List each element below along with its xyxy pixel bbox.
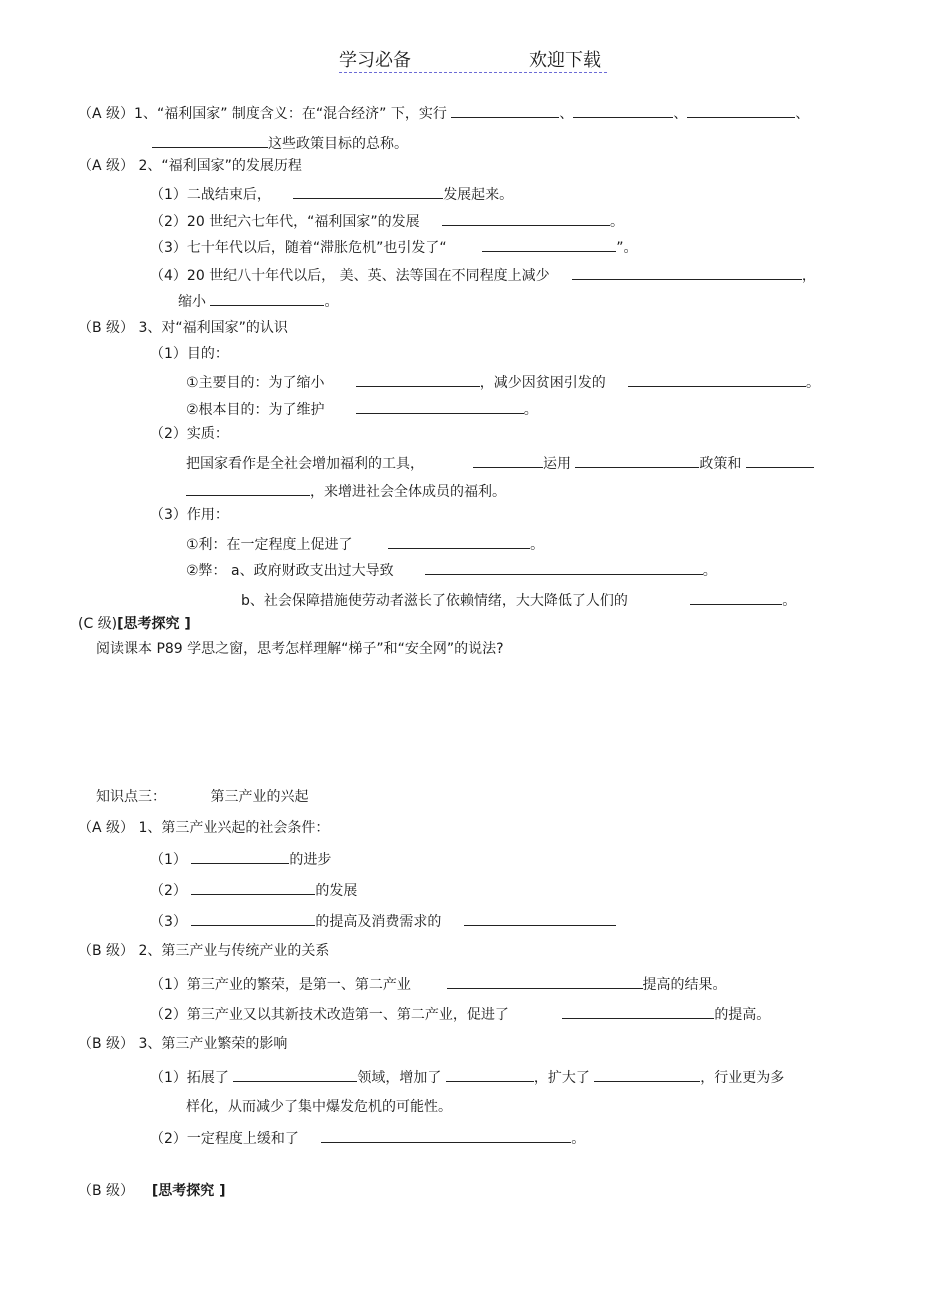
item-text: 。 bbox=[805, 375, 820, 391]
blank bbox=[191, 849, 289, 864]
level-tag: （A 级） bbox=[78, 158, 135, 174]
q3-sub3-c bbox=[241, 590, 796, 608]
k1-item2 bbox=[150, 880, 357, 898]
item-text: （1）拓展了 bbox=[150, 1070, 229, 1086]
k2-title: 2、第三产业与传统产业的关系 bbox=[138, 943, 330, 959]
q2-item1 bbox=[150, 184, 513, 202]
item-text: ”。 bbox=[616, 240, 638, 256]
item-text: （2） bbox=[150, 883, 187, 899]
blank bbox=[442, 211, 610, 226]
level-tag: (C 级) bbox=[78, 616, 118, 632]
blank bbox=[690, 590, 782, 605]
blank bbox=[321, 1128, 571, 1143]
q2-heading bbox=[78, 157, 302, 175]
item-text: 。 bbox=[782, 593, 797, 609]
think2-heading bbox=[78, 1182, 226, 1200]
q3-heading bbox=[78, 319, 288, 337]
item-text: 。 bbox=[324, 294, 339, 310]
q3-sub3-a bbox=[186, 534, 544, 552]
level-tag: （A 级） bbox=[78, 106, 135, 122]
q3-sub3-b bbox=[186, 560, 717, 578]
header-left: 学习必备 bbox=[339, 50, 411, 71]
q1-text: 1、“福利国家” 制度含义：在“混合经济” 下，实行 bbox=[134, 106, 447, 122]
blank bbox=[562, 1004, 714, 1019]
blank bbox=[482, 237, 616, 252]
think1-text: 阅读课本 P89 学思之窗，思考怎样理解“梯子”和“安全网”的说法? bbox=[96, 641, 504, 657]
level-tag: （B 级） bbox=[78, 1183, 135, 1199]
q2-item3 bbox=[150, 237, 638, 255]
blank bbox=[186, 481, 310, 496]
q3-sub2: （2）实质： bbox=[150, 426, 229, 442]
header-right: 欢迎下载 bbox=[529, 50, 601, 71]
q3-sub1-b bbox=[186, 399, 538, 417]
item-text: （3） bbox=[150, 914, 187, 930]
blank bbox=[687, 103, 795, 118]
separator: 、 bbox=[673, 106, 688, 122]
item-text: 运用 bbox=[542, 456, 571, 472]
item-text: 政策和 bbox=[699, 456, 742, 472]
blank bbox=[210, 291, 324, 306]
item-text: b、社会保障措施使劳动者滋长了依赖情绪，大大降低了人们的 bbox=[241, 593, 628, 609]
blank bbox=[293, 184, 443, 199]
k3-title: 3、第三产业繁荣的影响 bbox=[138, 1036, 288, 1052]
item-text: 提高的结果。 bbox=[642, 977, 727, 993]
blank bbox=[191, 880, 315, 895]
item-text: ②根本目的：为了维护 bbox=[186, 402, 325, 418]
item-text: 的发展 bbox=[315, 883, 358, 899]
item-text: 。 bbox=[530, 537, 545, 553]
q3-title: 3、对“福利国家”的认识 bbox=[138, 320, 288, 336]
item-text: 发展起来。 bbox=[443, 187, 514, 203]
item-text: 的进步 bbox=[289, 852, 332, 868]
k2-item2 bbox=[150, 1004, 770, 1022]
level-tag: （B 级） bbox=[78, 1036, 135, 1052]
blank bbox=[356, 372, 480, 387]
item-text: 的提高。 bbox=[714, 1007, 771, 1023]
item-text: （1） bbox=[150, 852, 187, 868]
item-text: （4）20 世纪八十年代以后， 美、英、法等国在不同程度上减少 bbox=[150, 268, 550, 284]
k3-item1 bbox=[150, 1067, 784, 1085]
blank bbox=[447, 974, 643, 989]
think1-heading bbox=[78, 615, 191, 633]
think1-title: [思考探究 ] bbox=[117, 616, 191, 632]
kp3-heading bbox=[96, 788, 309, 806]
item-text: （3）七十年代以后，随着“滞胀危机”也引发了“ bbox=[150, 240, 447, 256]
item-text: 领域，增加了 bbox=[357, 1070, 442, 1086]
kp3-label: 知识点三： bbox=[96, 789, 166, 805]
item-text: 。 bbox=[571, 1131, 586, 1147]
q3-sub1-a bbox=[186, 372, 820, 390]
k3-item1-cont: 样化，从而减少了集中爆发危机的可能性。 bbox=[186, 1099, 452, 1115]
item-text: ， bbox=[801, 268, 816, 284]
q1-text-end: 这些政策目标的总称。 bbox=[268, 136, 408, 152]
page-header bbox=[339, 44, 607, 73]
q1-line1 bbox=[78, 103, 809, 121]
blank bbox=[356, 399, 524, 414]
blank bbox=[191, 911, 315, 926]
item-text: ，扩大了 bbox=[533, 1070, 590, 1086]
blank bbox=[464, 911, 616, 926]
blank bbox=[152, 133, 268, 148]
item-text: （2）一定程度上缓和了 bbox=[150, 1131, 299, 1147]
item-text: （1）二战结束后， bbox=[150, 187, 271, 203]
k1-title: 1、第三产业兴起的社会条件： bbox=[138, 820, 330, 836]
q3-sub1: （1）目的： bbox=[150, 346, 229, 362]
blank bbox=[425, 560, 703, 575]
item-text: ②弊： a、政府财政支出过大导致 bbox=[186, 563, 394, 579]
blank bbox=[594, 1067, 700, 1082]
blank bbox=[446, 1067, 534, 1082]
item-text: （2）20 世纪六七年代，“福利国家”的发展 bbox=[150, 214, 420, 230]
k3-heading bbox=[78, 1035, 287, 1053]
separator: 、 bbox=[795, 106, 810, 122]
item-text: ，来增进社会全体成员的福利。 bbox=[310, 484, 506, 500]
blank bbox=[572, 265, 802, 280]
level-tag: （B 级） bbox=[78, 320, 135, 336]
q2-item4 bbox=[150, 265, 816, 283]
level-tag: （B 级） bbox=[78, 943, 135, 959]
separator: 、 bbox=[559, 106, 574, 122]
q2-item2 bbox=[150, 211, 624, 229]
blank bbox=[628, 372, 806, 387]
item-text: 。 bbox=[523, 402, 538, 418]
k3-item2 bbox=[150, 1128, 585, 1146]
q3-sub2-b bbox=[186, 481, 506, 499]
blank bbox=[746, 453, 814, 468]
q2-item4-cont bbox=[178, 291, 338, 309]
blank bbox=[388, 534, 530, 549]
item-text: ，行业更为多 bbox=[700, 1070, 785, 1086]
item-text: ，减少因贫困引发的 bbox=[479, 375, 606, 391]
item-text: 的提高及消费需求的 bbox=[315, 914, 442, 930]
item-text: 。 bbox=[702, 563, 717, 579]
q2-title: 2、“福利国家”的发展历程 bbox=[138, 158, 302, 174]
blank bbox=[451, 103, 559, 118]
item-text: 。 bbox=[609, 214, 624, 230]
item-text: ①利：在一定程度上促进了 bbox=[186, 537, 353, 553]
k1-heading bbox=[78, 819, 329, 837]
item-text: 把国家看作是全社会增加福利的工具， bbox=[186, 456, 424, 472]
item-text: ①主要目的：为了缩小 bbox=[186, 375, 325, 391]
q3-sub2-a bbox=[186, 453, 814, 471]
k1-item1 bbox=[150, 849, 331, 867]
item-text: 缩小 bbox=[178, 294, 206, 310]
level-tag: （A 级） bbox=[78, 820, 135, 836]
q3-sub3: （3）作用： bbox=[150, 507, 229, 523]
k1-item3 bbox=[150, 911, 616, 929]
blank bbox=[575, 453, 699, 468]
q1-line2 bbox=[152, 133, 408, 151]
item-text: （1）第三产业的繁荣，是第一、第二产业 bbox=[150, 977, 411, 993]
think2-title: [思考探究 ] bbox=[151, 1183, 226, 1199]
kp3-title: 第三产业的兴起 bbox=[210, 789, 309, 805]
item-text: （2）第三产业又以其新技术改造第一、第二产业，促进了 bbox=[150, 1007, 509, 1023]
blank bbox=[573, 103, 673, 118]
blank bbox=[233, 1067, 357, 1082]
k2-item1 bbox=[150, 974, 727, 992]
k2-heading bbox=[78, 942, 329, 960]
blank bbox=[473, 453, 543, 468]
